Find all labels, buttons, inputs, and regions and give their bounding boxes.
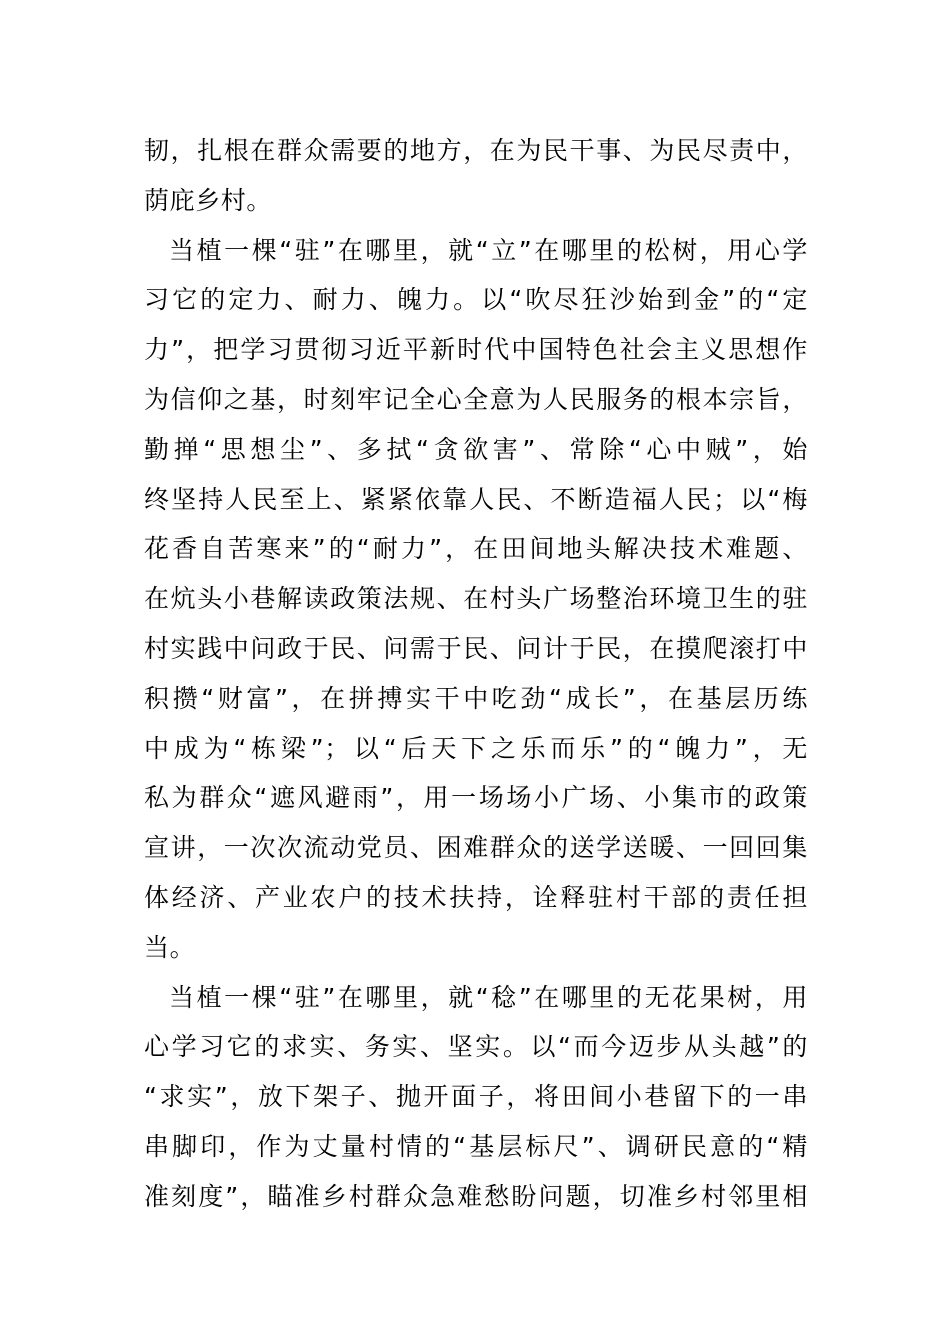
text-line: 心学习它的求实、务实、坚实。以“而今迈步从头越”的 xyxy=(144,1032,808,1062)
text-line: 力”，把学习贯彻习近平新时代中国特色社会主义思想作 xyxy=(144,335,808,365)
text-line: “求实”，放下架子、抛开面子，将田间小巷留下的一串 xyxy=(144,1082,808,1112)
text-line: 当。 xyxy=(144,932,196,962)
text-line: 宣讲，一次次流动党员、困难群众的送学送暖、一回回集 xyxy=(144,833,808,863)
text-line: 体经济、产业农户的技术扶持，诠释驻村干部的责任担 xyxy=(144,882,808,912)
body-text xyxy=(144,126,808,1222)
text-line: 习它的定力、耐力、魄力。以“吹尽狂沙始到金”的“定 xyxy=(144,285,808,315)
text-line: 当植一棵“驻”在哪里，就“立”在哪里的松树，用心学 xyxy=(169,235,808,265)
text-line: 勤掸“思想尘”、多拭“贪欲害”、常除“心中贼”，始 xyxy=(144,434,808,464)
text-line: 终坚持人民至上、紧紧依靠人民、不断造福人民；以“梅 xyxy=(144,484,808,514)
text-line: 韧，扎根在群众需要的地方，在为民干事、为民尽责中， xyxy=(144,136,808,165)
text-line: 积攒“财富”，在拼搏实干中吃劲“成长”，在基层历练 xyxy=(144,683,808,713)
text-line: 村实践中问政于民、问需于民、问计于民，在摸爬滚打中 xyxy=(144,633,808,663)
text-line: 为信仰之基，时刻牢记全心全意为人民服务的根本宗旨， xyxy=(144,384,808,414)
text-line: 荫庇乡村。 xyxy=(144,185,273,215)
text-line: 当植一棵“驻”在哪里，就“稔”在哪里的无花果树，用 xyxy=(169,982,808,1012)
text-line: 串脚印，作为丈量村情的“基层标尺”、调研民意的“精 xyxy=(144,1131,808,1161)
text-line: 中成为“栋梁”；以“后天下之乐而乐”的“魄力”，无 xyxy=(144,733,808,763)
text-line: 在炕头小巷解读政策法规、在村头广场整治环境卫生的驻 xyxy=(144,584,808,614)
text-line: 花香自苦寒来”的“耐力”，在田间地头解决技术难题、 xyxy=(144,534,808,564)
text-line: 准刻度”，瞄准乡村群众急难愁盼问题，切准乡村邻里相 xyxy=(144,1181,808,1211)
text-line: 私为群众“遮风避雨”，用一场场小广场、小集市的政策 xyxy=(144,783,808,813)
